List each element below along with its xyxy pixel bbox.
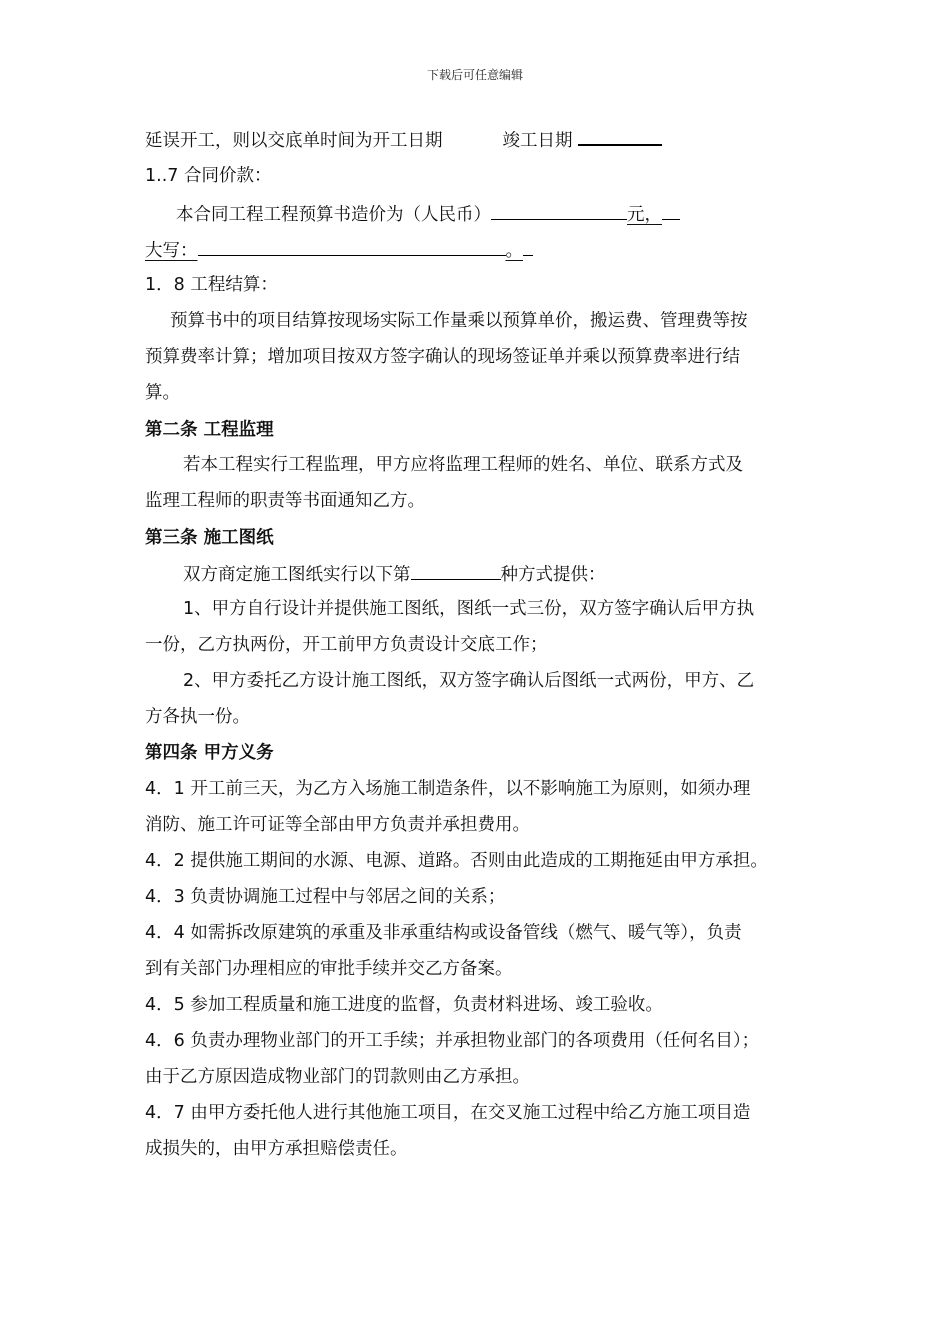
drawings-method-text: 双方商定施工图纸实行以下第	[183, 565, 411, 585]
contract-price-text: 本合同工程工程预算书造价为（人民币）	[176, 205, 491, 225]
clause-4-4-line-2: 到有关部门办理相应的审批手续并交乙方备案。	[145, 959, 513, 979]
price-underline-tail	[662, 201, 680, 220]
section-1-8-heading: 1．8 工程结算：	[145, 275, 278, 295]
settlement-line-2: 预算费率计算；增加项目按双方签字确认的现场签证单并乘以预算费率进行结	[145, 347, 740, 367]
completion-date-blank[interactable]	[578, 126, 662, 146]
clause-4-7-line-2: 成损失的，由甲方承担赔偿责任。	[145, 1139, 408, 1159]
drawings-option-1-line-2: 一份，乙方执两份，开工前甲方负责设计交底工作；	[145, 635, 548, 655]
drawings-method-line	[183, 561, 606, 587]
section-1-7-heading: 1..7 合同价款：	[145, 166, 272, 186]
clause-4-3: 4．3 负责协调施工过程中与邻居之间的关系；	[145, 887, 506, 907]
line-contract-price	[176, 201, 680, 227]
drawings-method-suffix: 种方式提供：	[500, 565, 606, 585]
clause-4-6-line-2: 由于乙方原因造成物业部门的罚款则由乙方承担。	[145, 1067, 530, 1087]
page-header: 下载后可任意编辑	[426, 68, 523, 82]
article-2-heading: 第二条 工程监理	[145, 420, 274, 440]
clause-4-5: 4．5 参加工程质量和施工进度的监督，负责材料进场、竣工验收。	[145, 995, 663, 1015]
supervision-line-2: 监理工程师的职责等书面通知乙方。	[145, 491, 425, 511]
price-amount-blank[interactable]	[491, 201, 627, 220]
uppercase-label: 大写：	[145, 241, 198, 261]
drawings-option-1-line-1: 1、甲方自行设计并提供施工图纸，图纸一式三份，双方签字确认后甲方执	[183, 599, 755, 619]
start-date-text: 延误开工，则以交底单时间为开工日期	[145, 131, 443, 151]
uppercase-underline-tail	[523, 237, 533, 256]
line-start-date	[145, 126, 662, 153]
clause-4-2: 4．2 提供施工期间的水源、电源、道路。否则由此造成的工期拖延由甲方承担。	[145, 851, 768, 871]
clause-4-1-line-1: 4．1 开工前三天，为乙方入场施工制造条件，以不影响施工为原则，如须办理	[145, 779, 751, 799]
article-4-heading: 第四条 甲方义务	[145, 743, 274, 763]
settlement-line-1: 预算书中的项目结算按现场实际工作量乘以预算单价，搬运费、管理费等按	[170, 311, 748, 331]
clause-4-1-line-2: 消防、施工许可证等全部由甲方负责并承担费用。	[145, 815, 530, 835]
completion-date-label: 竣工日期	[502, 131, 573, 151]
clause-4-7-line-1: 4．7 由甲方委托他人进行其他施工项目，在交叉施工过程中给乙方施工项目造	[145, 1103, 751, 1123]
drawings-option-2-line-1: 2、甲方委托乙方设计施工图纸，双方签字确认后图纸一式两份，甲方、乙	[183, 671, 755, 691]
uppercase-period: 。	[505, 241, 523, 261]
drawings-option-2-line-2: 方各执一份。	[145, 707, 250, 727]
settlement-line-3: 算。	[145, 383, 180, 403]
article-3-heading: 第三条 施工图纸	[145, 528, 274, 548]
supervision-line-1: 若本工程实行工程监理，甲方应将监理工程师的姓名、单位、联系方式及	[183, 455, 743, 475]
uppercase-amount-blank[interactable]	[198, 237, 506, 256]
yuan-label: 元，	[627, 205, 662, 225]
method-number-blank[interactable]	[411, 561, 501, 580]
line-uppercase-amount	[145, 237, 533, 263]
clause-4-6-line-1: 4．6 负责办理物业部门的开工手续；并承担物业部门的各项费用（任何名目）；	[145, 1031, 760, 1051]
clause-4-4-line-1: 4．4 如需拆改原建筑的承重及非承重结构或设备管线（燃气、暖气等），负责	[145, 923, 742, 943]
